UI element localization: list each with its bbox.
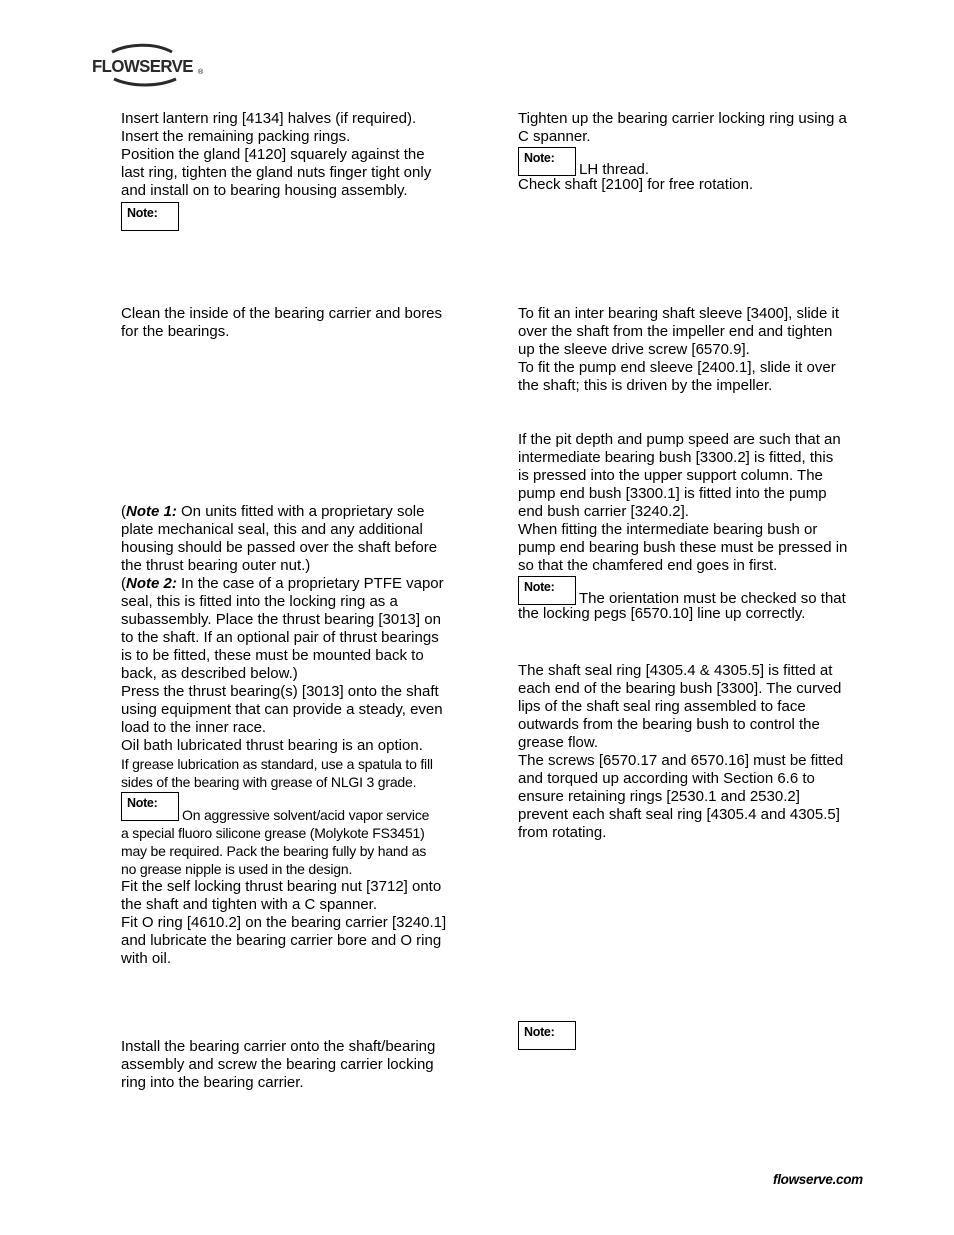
text-line: plate mechanical seal, this and any additional (121, 521, 423, 538)
text-line: last ring, tighten the gland nuts finger tight only (121, 164, 432, 181)
left-block-install-carrier (121, 1038, 466, 1092)
text-line: LH thread. (579, 161, 650, 178)
text-line: the shaft and tighten with a C spanner. (121, 896, 378, 913)
left-block-thrust-bearing (121, 503, 471, 968)
note-box: Note: (121, 792, 179, 821)
text-line: lips of the shaft seal ring assembled to face (518, 698, 806, 715)
text-line: pump end bearing bush these must be pressed in (518, 539, 848, 556)
flowserve-logo (92, 43, 204, 87)
left-block-clean (121, 305, 466, 341)
text-line: ring into the bearing carrier. (121, 1074, 304, 1091)
text-line: the shaft; this is driven by the impeller. (518, 377, 773, 394)
logo-wordmark: FLOWSERVE (92, 56, 193, 76)
note-2-label: Note 2: (126, 575, 177, 592)
text-line: seal, this is fitted into the locking ring as a (121, 593, 398, 610)
logo-registered-mark: ® (198, 69, 204, 76)
text-line: (Note 2: In the case of a proprietary PTFE vapor (121, 575, 444, 592)
text-line: If the pit depth and pump speed are such that an (518, 431, 841, 448)
text-line: C spanner. (518, 128, 591, 145)
text-line: from rotating. (518, 824, 607, 841)
text-line: When fitting the intermediate bearing bush or (518, 521, 818, 538)
text-line: Tighten up the bearing carrier locking ring using a (518, 110, 847, 127)
text-line: Fit O ring [4610.2] on the bearing carrier [3240.1] (121, 914, 447, 931)
right-block-bearing-bush (518, 431, 868, 623)
footer-url: flowserve.com (773, 1172, 863, 1187)
text-line: If grease lubrication as standard, use a spatula to fill (121, 756, 433, 772)
note-box: Note: (121, 202, 179, 231)
text-line: back, as described below.) (121, 665, 298, 682)
text-line: The screws [6570.17 and 6570.16] must be fitted (518, 752, 844, 769)
text-line: intermediate bearing bush [3300.2] is fitted, this (518, 449, 834, 466)
text-line: for the bearings. (121, 323, 230, 340)
right-block-shaft-seal-ring (518, 662, 868, 842)
text-line: may be required. Pack the bearing fully by hand as (121, 843, 427, 859)
text-line: The shaft seal ring [4305.4 & 4305.5] is fitted at (518, 662, 833, 679)
text-line: over the shaft from the impeller end and tighten (518, 323, 833, 340)
note-box: Note: (518, 147, 576, 176)
text-line: with oil. (121, 950, 172, 967)
text-line: assembly and screw the bearing carrier locking (121, 1056, 434, 1073)
text-line: To fit the pump end sleeve [2400.1], slide it over (518, 359, 836, 376)
text-line: prevent each shaft seal ring [4305.4 and 4305.5] (518, 806, 840, 823)
text-line: and torqued up according with Section 6.6 to (518, 770, 815, 787)
text-line: housing should be passed over the shaft before (121, 539, 438, 556)
text-line: no grease nipple is used in the design. (121, 861, 353, 877)
text-line: is to be fitted, these must be mounted back to (121, 647, 424, 664)
left-block-packing (121, 110, 466, 231)
text-line: Check shaft [2100] for free rotation. (518, 176, 754, 193)
text-line: (Note 1: On units fitted with a proprietary sole (121, 503, 425, 520)
text-line: Position the gland [4120] squarely against the (121, 146, 425, 163)
right-block-shaft-sleeve (518, 305, 868, 395)
text-line: each end of the bearing bush [3300]. The curved (518, 680, 842, 697)
text-line: grease flow. (518, 734, 599, 751)
text-line: To fit an inter bearing shaft sleeve [3400], slide it (518, 305, 840, 322)
text-line: and install on to bearing housing assembly. (121, 182, 408, 199)
text-line: Insert lantern ring [4134] halves (if required). (121, 110, 417, 127)
text-line: Press the thrust bearing(s) [3013] onto the shaft (121, 683, 439, 700)
text-line: Insert the remaining packing rings. (121, 128, 351, 145)
text-line: end bush carrier [3240.2]. (518, 503, 689, 520)
text-line: is pressed into the upper support column. The (518, 467, 823, 484)
text-line: sides of the bearing with grease of NLGI 3 grade. (121, 774, 417, 790)
text-line: and lubricate the bearing carrier bore and O ring (121, 932, 442, 949)
text-line: subassembly. Place the thrust bearing [3013] on (121, 611, 441, 628)
text-line: Oil bath lubricated thrust bearing is an option. (121, 737, 423, 754)
text-line: using equipment that can provide a steady, even (121, 701, 443, 718)
note-1-label: Note 1: (126, 503, 177, 520)
text-line: the locking pegs [6570.10] line up correctly. (518, 605, 806, 622)
text-line: outwards from the bearing bush to control the (518, 716, 820, 733)
text-line: so that the chamfered end goes in first. (518, 557, 778, 574)
text-line: up the sleeve drive screw [6570.9]. (518, 341, 750, 358)
text-line: to the shaft. If an optional pair of thrust bearings (121, 629, 439, 646)
text-line: load to the inner race. (121, 719, 267, 736)
text-line: pump end bush [3300.1] is fitted into the pump (518, 485, 827, 502)
note-box: Note: (518, 576, 576, 605)
note-box: Note: (518, 1021, 576, 1050)
text-line: Fit the self locking thrust bearing nut [3712] onto (121, 878, 442, 895)
text-line: Install the bearing carrier onto the shaft/bearing (121, 1038, 436, 1055)
text-line: a special fluoro silicone grease (Molykote FS3451) (121, 825, 425, 841)
text-line: ensure retaining rings [2530.1 and 2530.2] (518, 788, 800, 805)
text-line: Clean the inside of the bearing carrier and bores (121, 305, 443, 322)
text-line: On aggressive solvent/acid vapor service (182, 807, 430, 823)
right-block-note (518, 1021, 576, 1050)
right-block-locking-ring (518, 110, 868, 194)
text-line: the thrust bearing outer nut.) (121, 557, 311, 574)
text-line: The orientation must be checked so that (579, 590, 846, 607)
